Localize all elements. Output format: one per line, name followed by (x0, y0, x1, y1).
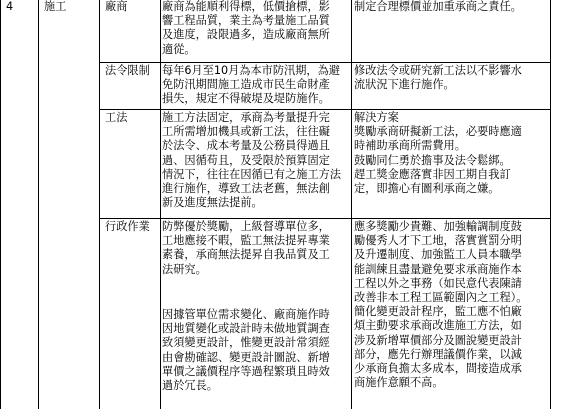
solution-text: 制定合理標價並加重承商之責任。 (354, 0, 522, 13)
solution-text: 修改法令或研究新工法以不影響水 流狀況下進行施作。 (354, 64, 522, 92)
col-border-left (0, 0, 1, 409)
col-border-1 (38, 0, 39, 409)
problem-text: 因據管單位需求變化、廠商施作時 因地質變化或設計時未做地質調查 致須變更設計，惟變更設計常須經 由會勘確認、變更設計圖說、新增 單價之議價程序等過程繁瑣且時效 過於冗長。 (162, 308, 330, 393)
actor-label: 工法 (105, 111, 128, 124)
row-border-2 (99, 109, 551, 110)
row-border-3 (99, 218, 551, 219)
row-border-1 (99, 62, 551, 63)
actor-label: 廠商 (105, 0, 128, 13)
solution-text: 應多獎勵少貴難、加強輸調制度鼓 勵優秀人才下工地，落實賞罰分明 及升遷制度、加強監工人員本職學 能訓練且盡量避免要求承商施作本 工程以外之事務（如民意代表陳請 改善非本工程工區範圍內之工程）。 簡化變更設計程序，監工應不怕廠 煩主動要求承商改進施工方法，如 涉及新增單價部分及圖說變更設計 部分，應先行辦理議價作業，以減 少承商負擔太多成本，間接造成承 商施作意願不高。 (354, 220, 528, 390)
actor-label: 法令限制 (105, 64, 150, 77)
row-number: 4 (6, 0, 14, 13)
solution-text: 解決方案 獎勵承商研擬新工法，必要時應適 時補助承商所需費用。 鼓勵同仁勇於擔事及法令鬆綁。 趕工獎金應落實非因工期自我訂 定，即擔心有圖利承商之嫌。 (354, 111, 522, 196)
problem-text: 廠商為能順利得標，低價搶標，影 響工程品質，業主為考量施工品質 及進度，設限過多，造成廠商無所 適從。 (162, 0, 330, 56)
problem-text: 每年6月至10月為本市防汛期，為避 免防汛期間施工造成市民生命財產 損失，規定不得破堤及堤防施作。 (162, 64, 340, 106)
problem-text: 施工方法固定，承商為考量提升完 工所需增加機具或新工法，往往礙 於法令、成本考量及公務員得過且 過、因循苟且，及受限於預算固定 情況下，往往在因循已有之施工方法 進行施作，導致工法老舊，無法創 新及進度無法提前。 (162, 111, 342, 210)
row-category: 施工 (44, 0, 67, 13)
actor-label: 行政作業 (105, 220, 150, 233)
problem-text: 防弊優於獎勵，上級督導單位多， 工地應接不暇，監工無法提昇專業 素養，承商無法提昇自我品質及工 法研究。 (162, 220, 330, 276)
